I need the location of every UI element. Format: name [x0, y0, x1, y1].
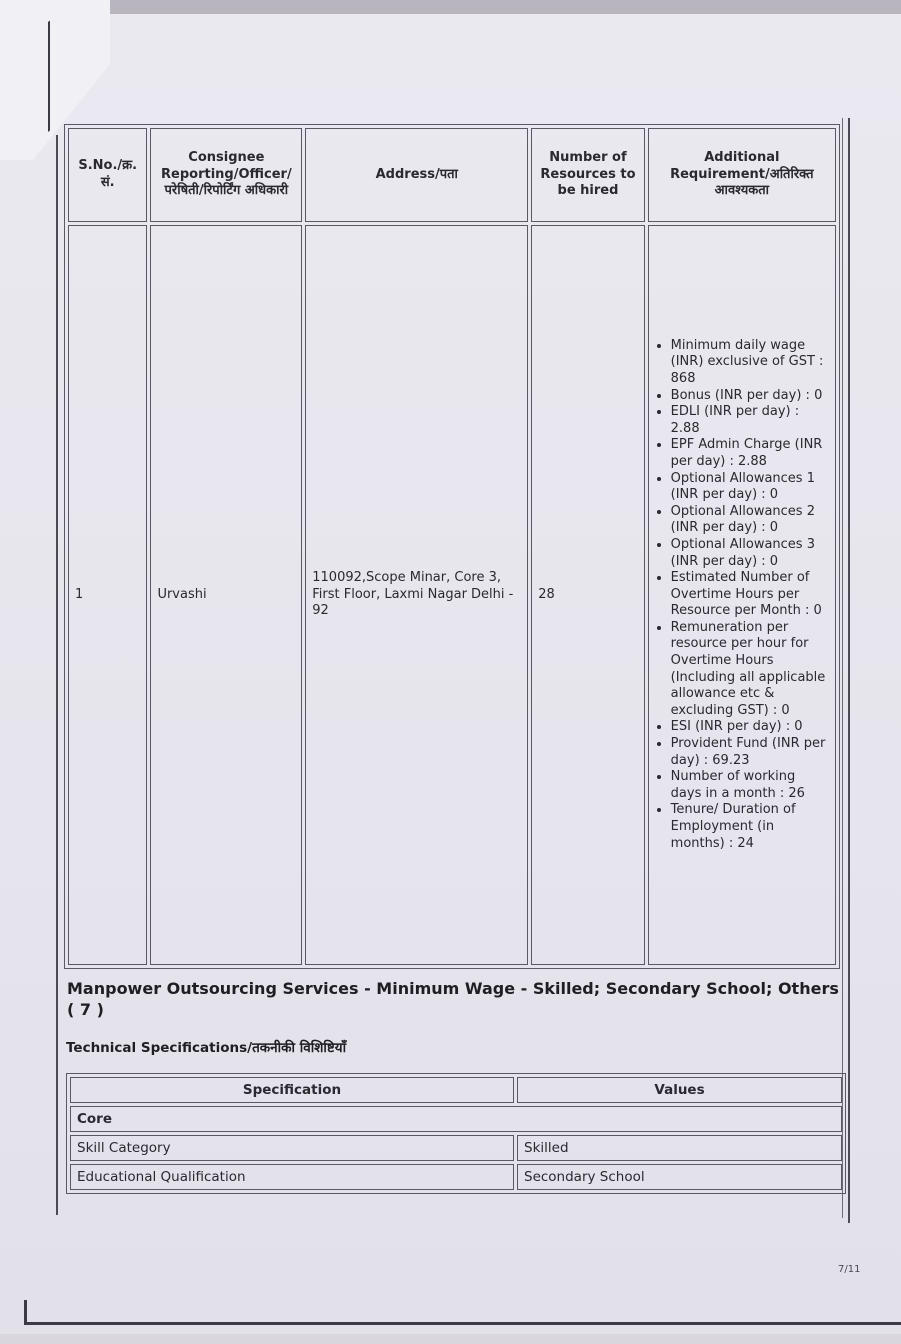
- requirements-list: [655, 338, 829, 852]
- list-item: • EDLI (INR per day) : 2.88: [671, 404, 829, 437]
- consignee-table: [64, 124, 840, 969]
- list-item: • Estimated Number of Overtime Hours per Resource per Month : 0: [671, 570, 829, 620]
- section-title: Manpower Outsourcing Services - Minimum Wage - Skilled; Secondary School; Others ( 7 ): [67, 979, 839, 1019]
- table-row: [70, 1135, 842, 1161]
- header-resources: Number of Resources to be hired: [531, 128, 644, 222]
- list-item: • Optional Allowances 2 (INR per day) : 0: [671, 504, 829, 537]
- list-item: • Provident Fund (INR per day) : 69.23: [671, 736, 829, 769]
- header-additional-requirement: Additional Requirement/अतिरिक्त आवश्यकता: [648, 128, 836, 222]
- technical-specifications-title: Technical Specifications/तकनीकी विशिष्टियाँ: [66, 1040, 347, 1056]
- header-values: Values: [517, 1077, 842, 1103]
- spec-value: Skilled: [517, 1135, 842, 1161]
- header-specification: Specification: [70, 1077, 514, 1103]
- bottom-border-left: [24, 1300, 27, 1324]
- spec-value: Secondary School: [517, 1164, 842, 1190]
- cell-address: 110092,Scope Minar, Core 3, First Floor, Laxmi Nagar Delhi - 92: [305, 225, 528, 965]
- cell-requirements: [648, 225, 836, 965]
- cell-resources: 28: [531, 225, 644, 965]
- cell-consignee: Urvashi: [150, 225, 302, 965]
- list-item: • Bonus (INR per day) : 0: [671, 388, 829, 405]
- bottom-border: [24, 1322, 901, 1325]
- list-item: • ESI (INR per day) : 0: [671, 719, 829, 736]
- list-item: • Tenure/ Duration of Employment (in months) : 24: [671, 802, 829, 852]
- table-row: [68, 225, 836, 965]
- cell-sno: 1: [68, 225, 147, 965]
- page-number: 7/11: [838, 1264, 861, 1275]
- spec-header-row: [70, 1077, 842, 1103]
- page-border-right-inner: [842, 118, 843, 1218]
- list-item: • Optional Allowances 3 (INR per day) : 0: [671, 537, 829, 570]
- header-consignee: Consignee Reporting/Officer/ परेषिती/रिपोर्टिंग अधिकारी: [150, 128, 302, 222]
- spec-name: Skill Category: [70, 1135, 514, 1161]
- table-header-row: [68, 128, 836, 222]
- spec-group-row: [70, 1106, 842, 1132]
- spec-name: Educational Qualification: [70, 1164, 514, 1190]
- header-sno: S.No./क्र. सं.: [68, 128, 147, 222]
- list-item: • Minimum daily wage (INR) exclusive of GST : 868: [671, 338, 829, 388]
- table-row: [70, 1164, 842, 1190]
- spec-group-core: Core: [70, 1106, 842, 1132]
- specification-table: [66, 1073, 846, 1194]
- header-address: Address/पता: [305, 128, 528, 222]
- list-item: • Remuneration per resource per hour for Overtime Hours (Including all applicable allowance etc & excluding GST) : 0: [671, 620, 829, 720]
- list-item: • EPF Admin Charge (INR per day) : 2.88: [671, 437, 829, 470]
- page-border-left: [56, 135, 58, 1215]
- list-item: • Optional Allowances 1 (INR per day) : 0: [671, 471, 829, 504]
- list-item: • Number of working days in a month : 26: [671, 769, 829, 802]
- page-border-right: [848, 118, 850, 1223]
